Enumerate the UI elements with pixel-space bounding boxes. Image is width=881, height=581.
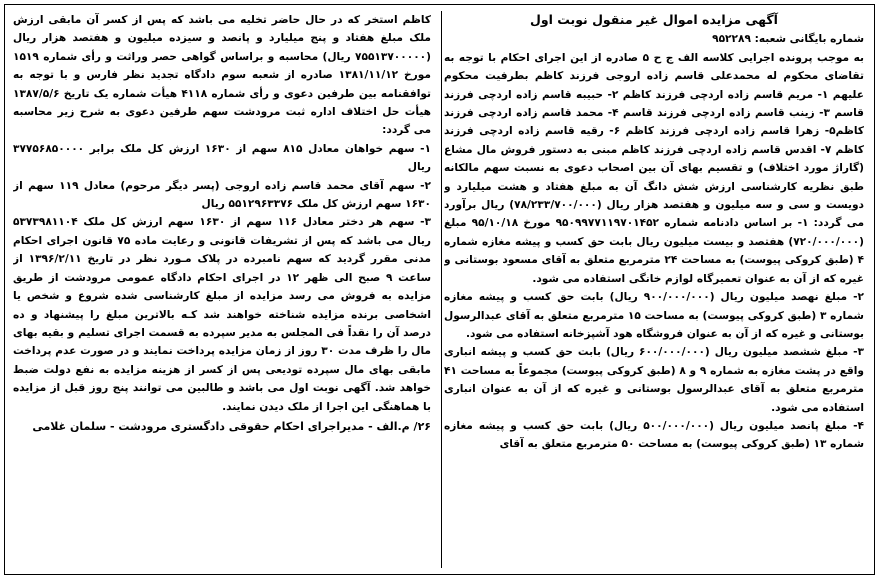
paragraph: به موجب پرونده اجرایی کلاسه الف ج ح ۵ صادره از این اجرای احکام با توجه به تقاضای محکوم له محمدعلی قاسم زاده اروجی فرزند کاظم بطرفیت محکوم علیهم ۱- مریم قاسم زاده اردچی فرزند کاظم ۲- حبیبه قاسم زاده اردچی فرزند قاسم ۳- زینب قاسم زاده اردچی فرزند قاسم ۴- محمد قاسم زاده اردچی فرزند کاظم۵- زهرا قاسم زاده اردچی فرزند کاظم ۶- رقیه قاسم زاده اردچی فرزند کاظم ۷- اقدس قاسم زاده اردچی فرزند کاظم مبنی به دستور فروش مال مشاع (گاراژ مورد اختلاف) و تقسیم بهای آن بین اصحاب دعوی به نسبت سهم مالکانه طبق نظریه کارشناسی ارزش شش دانگ آن به مبلغ هفتاد و هشت میلیارد و دویست و سی و سه میلیون و هفتصد هزار ریال (۷۸/۲۳۳/۷۰۰/۰۰۰) ریال برآورد می گردد: ۱- بر اساس دادنامه شماره ۹۵۰۹۹۷۷۱۱۹۷۰۱۴۵۲ مورخ ۹۵/۱۰/۱۸ مبلغ (۷۲۰/۰۰۰/۰۰۰) هفتصد و بیست میلیون ریال بابت حق کسب و پیشه مغازه شماره ۴ (طبق کروکی پیوست) به مساحت ۲۴ مترمربع متعلق به آقای مسعود بوستانی و غیره که از آن به عنوان تعمیرگاه لوازم خانگی استفاده می شود. bbox=[444, 51, 864, 285]
paragraph: ۲- سهم آقای محمد قاسم زاده اروجی (پسر دیگر مرحوم) معادل ۱۱۹ سهم از ۱۶۳۰ سهم ارزش کل ملک ۵۵۱۲۹۶۳۳۷۶ ریال bbox=[13, 179, 431, 211]
right-column bbox=[444, 11, 864, 568]
paragraph: ۴- مبلغ پانصد میلیون ریال (۵۰۰/۰۰۰/۰۰۰ ریال) بابت حق کسب و پیشه مغازه شماره ۱۳ (طبق کروکی پیوست) به مساحت ۵۰ مترمربع متعلق به آقای bbox=[444, 419, 864, 451]
left-column bbox=[13, 11, 431, 568]
notice-title: آگهی مزایده اموال غیر منقول نوبت اول bbox=[530, 12, 778, 27]
notice-frame bbox=[4, 4, 875, 575]
paragraph: ۳- سهم هر دختر معادل ۱۱۶ سهم از ۱۶۳۰ سهم ارزش کل ملک ۵۳۷۳۹۸۱۱۰۴ ریال می باشد که پس از تشریفات قانونی و رعایت ماده ۷۵ قانون اجرای احکام مدنی مقرر گردید که سهم نامبرده در پلاک مـورد نظر در تاریخ ۱۳۹۶/۲/۱۱ از ساعت ۹ صبح الی ظهر ۱۲ در اجرای احکام دادگاه عمومی مرودشت از طریق مزایده به فروش می رسد مزایده از مبلغ کارشناسی شده شروع و شخص یا اشخاصی برنده مزایده شناخته خواهند شد کـه بالاترین مبلغ را پیشنهاد و ده درصد آن را نقداً فی المجلس به مدیر سپرده به قسمت اجرای تسلیم و بقیه بهای مال را ظرف مدت ۳۰ روز از زمان مزایده پرداخت نمایند و در صورت عدم پرداخت مابقی بهای مال سپرده تودیعی پس از کسر از هزینه مزایده به نفع دولت ضبط خواهد شد. آگهی نوبت اول می باشد و طالبین می توانند پنج روز قبل از مزایده با هماهنگی این اجرا از ملک دیدن نمایند. bbox=[13, 216, 431, 413]
paragraph: کاظم استخر که در حال حاضر تخلیه می باشد که پس از کسر آن مابقی ارزش ملک مبلغ هفتاد و پنج میلیارد و پانصد و سیزده میلیون و هفتصد هزار ریال (۷۵۵۱۳۷۰۰۰۰۰ ریال) محاسبه و براساس گواهی حصر وراثت و رأی شماره ۱۵۱۹ مورخ ۱۳۸۱/۱۱/۱۲ صادره از شعبه سوم دادگاه تجدید نظر فارس و با توجه به توافقنامه بین طرفین دعوی و رأی شماره ۴۱۱۸ هیأت شماره یک تاریخ ۱۳۸۷/۵/۶ هیأت حل اختلاف اداره ثبت مرودشت سهم طرفین دعوی به شرح زیر محاسبه می گردد: bbox=[13, 14, 431, 137]
column-divider bbox=[441, 11, 442, 568]
file-number: شماره بایگانی شعبه: ۹۵۲۲۸۹ bbox=[712, 33, 864, 46]
paragraph: ۲- مبلغ نهصد میلیون ریال (۹۰۰/۰۰۰/۰۰۰ ریال) بابت حق کسب و پیشه مغازه شماره ۳ (طبق کروکی پیوست) به مساحت ۱۵ مترمربع متعلق به آقای عبدالرسول بوستانی و غیره که از آن به عنوان فروشگاه هود آشپزخانه استفاده می شود. bbox=[444, 291, 864, 340]
signature-line: ۲۶/ م.الف - مدیراجرای احکام حقوقی دادگستری مرودشت - سلمان غلامی bbox=[32, 419, 431, 433]
paragraph: ۱- سهم خواهان معادل ۸۱۵ سهم از ۱۶۳۰ ارزش کل ملک برابر ۳۷۷۵۶۸۵۰۰۰۰ ریال bbox=[13, 142, 431, 174]
paragraph: ۳- مبلغ ششصد میلیون ریال (۶۰۰/۰۰۰/۰۰۰ ریال) بابت حق کسب و پیشه انباری واقع در پشت مغازه به شماره ۹ و ۸ (طبق کروکی پیوست) مجموعاً به مساحت ۴۱ مترمربع متعلق به آقای عبدالرسول بوستانی و غیره که از آن به عنوان انباری استفاده می شود. bbox=[444, 346, 864, 414]
